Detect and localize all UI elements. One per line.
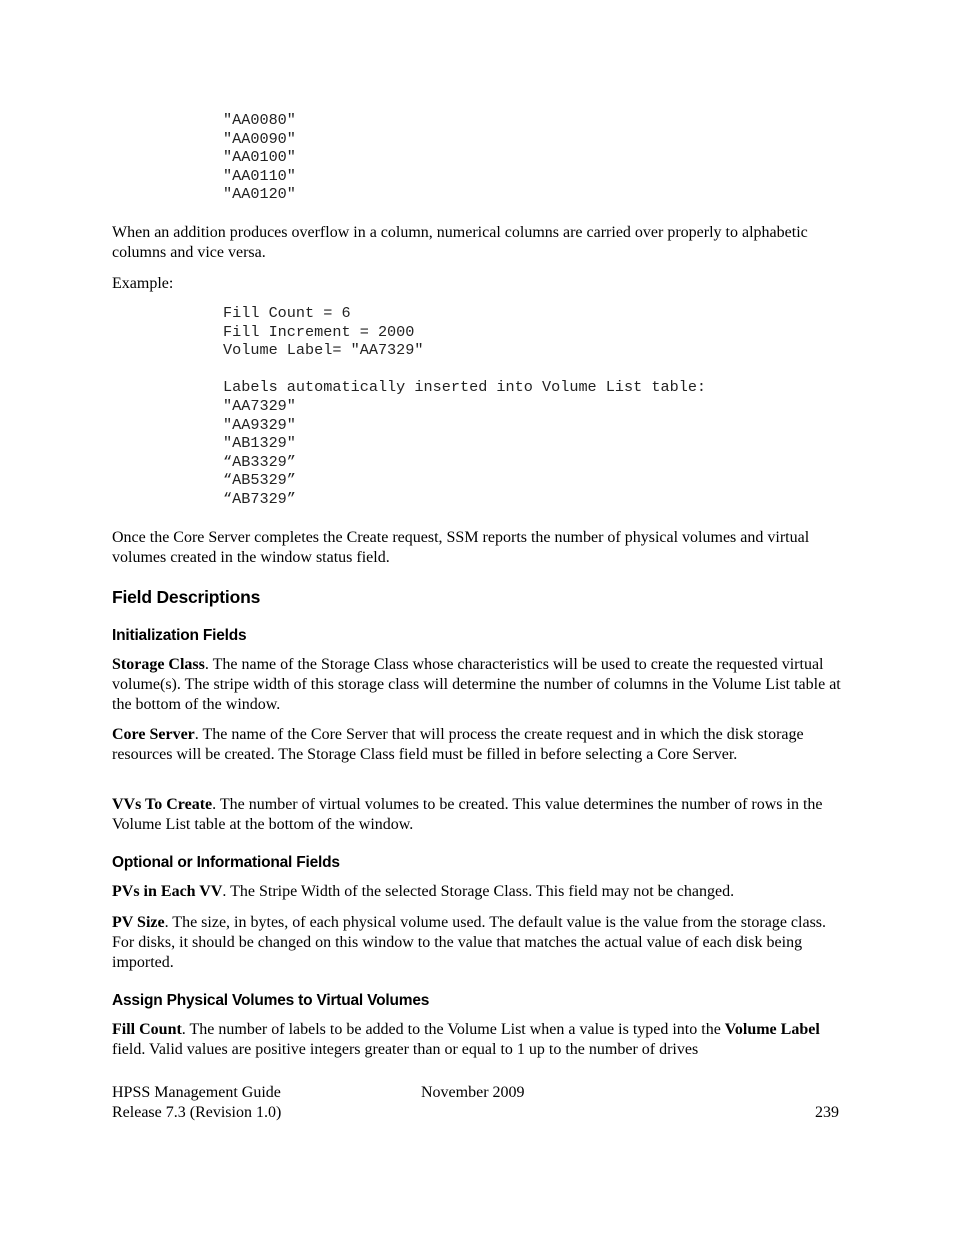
core-server-text: . The name of the Core Server that will process the create request and in which the disk storage resources will be created. The Storage Class field must be filled in before selecting a Core Server. xyxy=(112,726,804,763)
pvs-in-each-vv-term: PVs in Each VV xyxy=(112,883,223,900)
vvs-to-create-text: . The number of virtual volumes to be created. This value determines the number of rows in the Volume List table at the bottom of the window. xyxy=(112,796,823,833)
field-descriptions-heading: Field Descriptions xyxy=(112,587,261,607)
initialization-fields-heading: Initialization Fields xyxy=(112,627,247,644)
storage-class-term: Storage Class xyxy=(112,656,205,673)
list-item: “AB3329” xyxy=(223,452,296,471)
footer-date: November 2009 xyxy=(421,1084,525,1101)
footer-release: Release 7.3 (Revision 1.0) xyxy=(112,1104,282,1121)
vvs-to-create-term: VVs To Create xyxy=(112,796,213,813)
core-server-term: Core Server xyxy=(112,726,195,743)
pvs-in-each-vv-description xyxy=(112,882,844,902)
core-server-description xyxy=(112,725,844,765)
list-item: "AA7329" xyxy=(223,396,296,415)
list-item: "AA0080" xyxy=(223,111,296,129)
overflow-paragraph: When an addition produces overflow in a column, numerical columns are carried over properly to alphabetic columns and vice versa. xyxy=(112,224,808,261)
fill-count-description xyxy=(112,1020,844,1060)
list-item: "AB1329" xyxy=(223,434,296,453)
list-item: “AB5329” xyxy=(223,471,296,490)
vvs-to-create-description xyxy=(112,795,844,835)
example-label: Example: xyxy=(112,275,174,292)
fill-count-line: Fill Count = 6 xyxy=(223,304,351,322)
volume-label-term: Volume Label xyxy=(724,1021,820,1038)
list-item: "AA0120" xyxy=(223,185,296,204)
footer-guide-title: HPSS Management Guide xyxy=(112,1084,281,1101)
fill-count-term: Fill Count xyxy=(112,1021,182,1038)
once-paragraph: Once the Core Server completes the Create request, SSM reports the number of physical volumes and virtual volumes created in the window status field. xyxy=(112,529,810,566)
fill-count-text-continued: field. Valid values are positive integers greater than or equal to 1 up to the number of drives xyxy=(112,1041,699,1058)
top-label-list xyxy=(223,111,296,204)
storage-class-text: . The name of the Storage Class whose characteristics will be used to create the requested virtual volume(s). The stripe width of this storage class will determine the number of columns in the Volume List table at the bottom of the window. xyxy=(112,656,841,713)
pv-size-description xyxy=(112,913,844,973)
optional-fields-heading: Optional or Informational Fields xyxy=(112,854,340,871)
volume-label-line: Volume Label= "AA7329" xyxy=(223,341,424,360)
inserted-heading-line: Labels automatically inserted into Volume List table: xyxy=(223,378,707,397)
fill-increment-line: Fill Increment = 2000 xyxy=(223,322,415,341)
storage-class-description xyxy=(112,655,844,715)
list-item: “AB7329” xyxy=(223,489,296,508)
assign-volumes-heading: Assign Physical Volumes to Virtual Volumes xyxy=(112,992,430,1009)
list-item: "AA0100" xyxy=(223,148,296,167)
fill-count-text: . The number of labels to be added to the Volume List when a value is typed into the xyxy=(181,1021,725,1038)
pv-size-term: PV Size xyxy=(112,914,165,931)
pv-size-text: . The size, in bytes, of each physical volume used. The default value is the value from the storage class. For disks, it should be changed on this window to the value that matches the actual value of each disk being imported. xyxy=(112,914,827,971)
footer-page-number: 239 xyxy=(815,1104,839,1121)
list-item: "AA0090" xyxy=(223,129,296,148)
list-item: "AA9329" xyxy=(223,415,296,434)
list-item: "AA0110" xyxy=(223,166,296,185)
pvs-in-each-vv-text: . The Stripe Width of the selected Storage Class. This field may not be changed. xyxy=(222,883,735,900)
example-code-block xyxy=(223,304,706,509)
